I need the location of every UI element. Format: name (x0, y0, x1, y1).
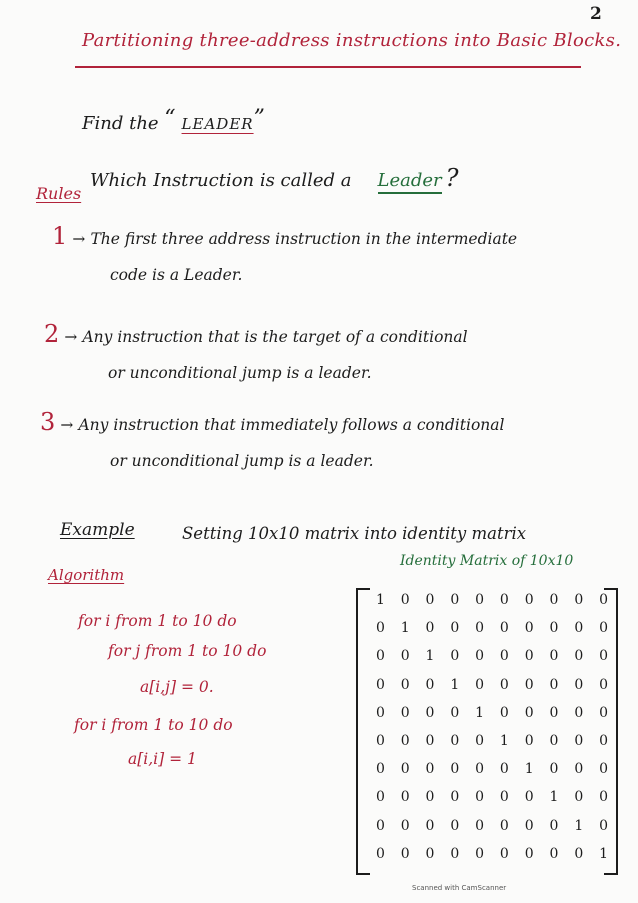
matrix-cell: 0 (574, 789, 584, 806)
matrix-cell: 0 (375, 648, 385, 665)
matrix-cell: 0 (524, 648, 534, 665)
code-line-5: a[i,i] = 1 (128, 750, 197, 768)
matrix-cell: 0 (574, 592, 584, 608)
leader-word: LEADER (181, 115, 254, 133)
matrix-cell: 0 (475, 648, 485, 665)
matrix-row (368, 818, 616, 844)
matrix-cell: 1 (425, 648, 435, 665)
matrix-cell: 0 (599, 817, 609, 834)
matrix-row (368, 761, 616, 787)
matrix-row (368, 620, 616, 646)
matrix-cell: 0 (574, 704, 584, 721)
matrix-cell: 0 (375, 761, 385, 778)
matrix-cell: 0 (549, 704, 559, 721)
matrix-cell: 0 (524, 676, 534, 693)
matrix-cell: 0 (549, 761, 559, 778)
matrix-cell: 0 (574, 620, 584, 637)
matrix-caption: Identity Matrix of 10x10 (400, 553, 574, 569)
matrix-cell: 0 (524, 789, 534, 806)
algorithm-label: Algorithm (48, 566, 125, 584)
question-leader: Leader (378, 170, 442, 194)
matrix-cell: 1 (450, 676, 460, 693)
matrix-cell: 0 (499, 845, 509, 862)
rule-2-line-1 (44, 320, 468, 348)
matrix-cell: 0 (524, 845, 534, 862)
matrix-cell: 0 (475, 592, 485, 608)
matrix-cell: 0 (400, 733, 410, 749)
matrix-cell: 0 (450, 761, 460, 778)
matrix-cell: 0 (499, 648, 509, 665)
page-title: Partitioning three-address instructions into Basic Blocks. (82, 30, 622, 51)
question-mark: ? (445, 164, 459, 192)
matrix-cell: 0 (499, 789, 509, 806)
rule-arrow: → (72, 230, 86, 248)
rule-3-text-1: Any instruction that immediately follows a conditional (78, 416, 505, 434)
matrix-cell: 0 (450, 845, 460, 862)
matrix-cell: 1 (499, 733, 509, 749)
matrix-cell: 0 (599, 620, 609, 637)
matrix-row (368, 846, 616, 872)
rule-arrow: → (64, 328, 78, 346)
matrix-cell: 1 (524, 761, 534, 778)
matrix-cell: 0 (400, 676, 410, 693)
matrix-cell: 1 (599, 845, 609, 862)
matrix-cell: 0 (499, 620, 509, 637)
matrix-row (368, 733, 616, 759)
rule-1-text-1: The first three address instruction in the intermediate (90, 230, 518, 248)
matrix-cell: 0 (499, 761, 509, 778)
matrix-cell: 0 (524, 817, 534, 834)
matrix-cell: 1 (549, 789, 559, 806)
matrix-cell: 0 (425, 620, 435, 637)
matrix-cell: 0 (574, 845, 584, 862)
matrix-cell: 0 (499, 817, 509, 834)
matrix-row (368, 648, 616, 674)
matrix-cell: 0 (400, 817, 410, 834)
matrix-cell: 0 (549, 845, 559, 862)
matrix-cell: 0 (450, 733, 460, 749)
matrix-cell: 0 (574, 733, 584, 749)
matrix-cell: 0 (599, 789, 609, 806)
matrix-cell: 0 (400, 761, 410, 778)
matrix-cell: 0 (450, 704, 460, 721)
matrix-cell: 0 (450, 648, 460, 665)
code-line-4: for i from 1 to 10 do (74, 716, 233, 734)
matrix-cell: 1 (375, 592, 385, 608)
matrix-cell: 0 (599, 676, 609, 693)
code-line-3: a[i,j] = 0. (140, 678, 214, 696)
scanner-watermark: Scanned with CamScanner (412, 884, 507, 892)
matrix-cell: 0 (400, 592, 410, 608)
matrix-cell: 0 (425, 845, 435, 862)
rule-1-text-2: code is a Leader. (110, 266, 243, 284)
matrix-row (368, 592, 616, 618)
matrix-cell: 0 (549, 648, 559, 665)
matrix-cell: 0 (599, 761, 609, 778)
matrix-cell: 1 (475, 704, 485, 721)
code-line-2: for j from 1 to 10 do (108, 642, 267, 660)
matrix-row (368, 677, 616, 703)
find-prefix: Find the (82, 113, 159, 134)
matrix-cell: 0 (549, 817, 559, 834)
close-quote: ” (253, 106, 265, 131)
matrix-cell: 0 (499, 704, 509, 721)
matrix-cell: 0 (524, 592, 534, 608)
matrix-cell: 0 (425, 789, 435, 806)
code-line-1: for i from 1 to 10 do (78, 612, 237, 630)
matrix-cell: 0 (549, 676, 559, 693)
matrix-cell: 0 (450, 620, 460, 637)
rule-3-number: 3 (40, 408, 56, 436)
matrix-cell: 0 (450, 789, 460, 806)
rule-2-number: 2 (44, 320, 60, 348)
rule-3-line-1 (40, 408, 504, 436)
matrix-cell: 0 (425, 704, 435, 721)
find-leader-heading (82, 106, 265, 134)
matrix-cell: 0 (475, 817, 485, 834)
matrix-cell: 0 (450, 592, 460, 608)
matrix-cell: 0 (400, 648, 410, 665)
question-prefix: Which Instruction is called a (90, 170, 352, 191)
matrix-cell: 1 (574, 817, 584, 834)
matrix-cell: 0 (524, 620, 534, 637)
matrix-cell: 0 (574, 761, 584, 778)
matrix-cell: 0 (425, 733, 435, 749)
matrix-cell: 0 (475, 620, 485, 637)
matrix-cell: 0 (549, 592, 559, 608)
matrix-cell: 1 (400, 620, 410, 637)
matrix-cell: 0 (375, 845, 385, 862)
matrix-cell: 0 (375, 620, 385, 637)
page-number: 2 (590, 4, 602, 24)
matrix-cell: 0 (375, 789, 385, 806)
rule-1-line-1 (52, 222, 517, 250)
matrix-cell: 0 (425, 761, 435, 778)
rule-2-text-2: or unconditional jump is a leader. (108, 364, 372, 382)
matrix-cell: 0 (574, 648, 584, 665)
open-quote: “ (164, 106, 176, 131)
matrix-cell: 0 (375, 704, 385, 721)
title-underline (75, 66, 581, 68)
rules-heading: Rules (36, 184, 82, 203)
rule-arrow: → (60, 416, 74, 434)
matrix-cell: 0 (524, 704, 534, 721)
matrix-cell: 0 (400, 789, 410, 806)
rule-2-text-1: Any instruction that is the target of a conditional (82, 328, 468, 346)
matrix-cell: 0 (599, 733, 609, 749)
rule-3-text-2: or unconditional jump is a leader. (110, 452, 374, 470)
matrix-cell: 0 (524, 733, 534, 749)
example-label: Example (60, 520, 135, 540)
matrix-cell: 0 (599, 648, 609, 665)
matrix-row (368, 705, 616, 731)
matrix-cell: 0 (574, 676, 584, 693)
matrix-cell: 0 (549, 733, 559, 749)
example-text: Setting 10x10 matrix into identity matrix (182, 524, 527, 543)
matrix-cell: 0 (599, 704, 609, 721)
matrix-cell: 0 (375, 733, 385, 749)
matrix-cell: 0 (400, 845, 410, 862)
matrix-cell: 0 (599, 592, 609, 608)
matrix-cell: 0 (425, 592, 435, 608)
matrix-cell: 0 (475, 676, 485, 693)
matrix-cell: 0 (549, 620, 559, 637)
matrix-cell: 0 (375, 817, 385, 834)
matrix-cell: 0 (425, 676, 435, 693)
matrix-cell: 0 (475, 761, 485, 778)
matrix-cell: 0 (400, 704, 410, 721)
matrix-row (368, 789, 616, 815)
matrix-cell: 0 (499, 676, 509, 693)
matrix-cell: 0 (450, 817, 460, 834)
leader-question (90, 164, 459, 194)
matrix-cell: 0 (475, 845, 485, 862)
rule-1-number: 1 (52, 222, 68, 250)
matrix-cell: 0 (499, 592, 509, 608)
matrix-cell: 0 (475, 733, 485, 749)
matrix-cell: 0 (425, 817, 435, 834)
matrix-cell: 0 (475, 789, 485, 806)
matrix-cell: 0 (375, 676, 385, 693)
